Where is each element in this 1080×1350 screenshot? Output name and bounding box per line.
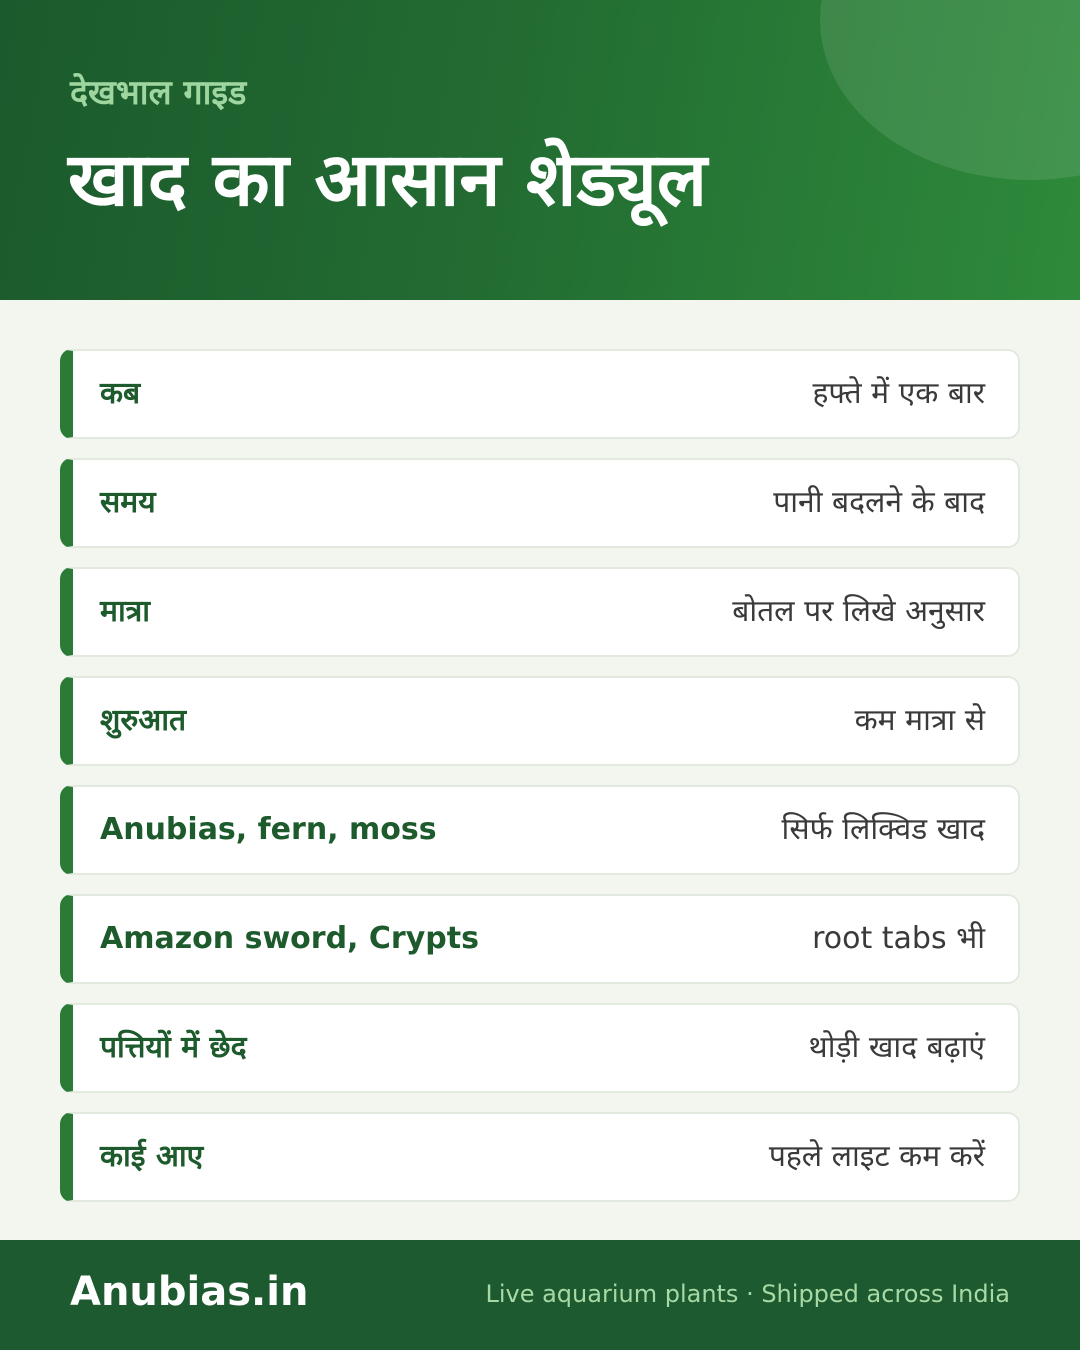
row-value: थोड़ी खाद बढ़ाएं [808, 1030, 985, 1065]
schedule-row-when [60, 349, 1020, 439]
decorative-circle [820, 0, 1080, 180]
schedule-row-start [60, 676, 1020, 766]
brand-name: Anubias.in [70, 1269, 309, 1315]
footer-bar [0, 1240, 1080, 1350]
eyebrow-label: देखभाल गाइड [70, 73, 247, 113]
row-value: पहले लाइट कम करें [768, 1139, 985, 1174]
row-label: Anubias, fern, moss [100, 812, 437, 847]
footer-tagline: Live aquarium plants · Shipped across India [485, 1280, 1010, 1308]
header-banner [0, 0, 1080, 300]
schedule-row-timing [60, 458, 1020, 548]
row-label: मात्रा [100, 594, 151, 629]
row-label: शुरुआत [100, 703, 187, 738]
row-value: पानी बदलने के बाद [773, 485, 985, 520]
row-label: काई आए [100, 1139, 204, 1174]
schedule-row-root-feeders [60, 894, 1020, 984]
page-title: खाद का आसान शेड्यूल [68, 137, 708, 223]
schedule-row-dose [60, 567, 1020, 657]
row-value: कम मात्रा से [854, 703, 985, 738]
row-value: सिर्फ लिक्विड खाद [781, 812, 985, 847]
row-label: पत्तियों में छेद [100, 1030, 247, 1065]
row-value: root tabs भी [812, 921, 985, 956]
schedule-row-leaf-holes [60, 1003, 1020, 1093]
schedule-row-algae [60, 1112, 1020, 1202]
row-value: हफ्ते में एक बार [812, 376, 985, 411]
schedule-row-epiphytes [60, 785, 1020, 875]
row-label: Amazon sword, Crypts [100, 921, 479, 956]
row-value: बोतल पर लिखे अनुसार [732, 594, 985, 629]
schedule-list [60, 349, 1020, 1221]
row-label: कब [100, 376, 141, 411]
row-label: समय [100, 485, 156, 520]
